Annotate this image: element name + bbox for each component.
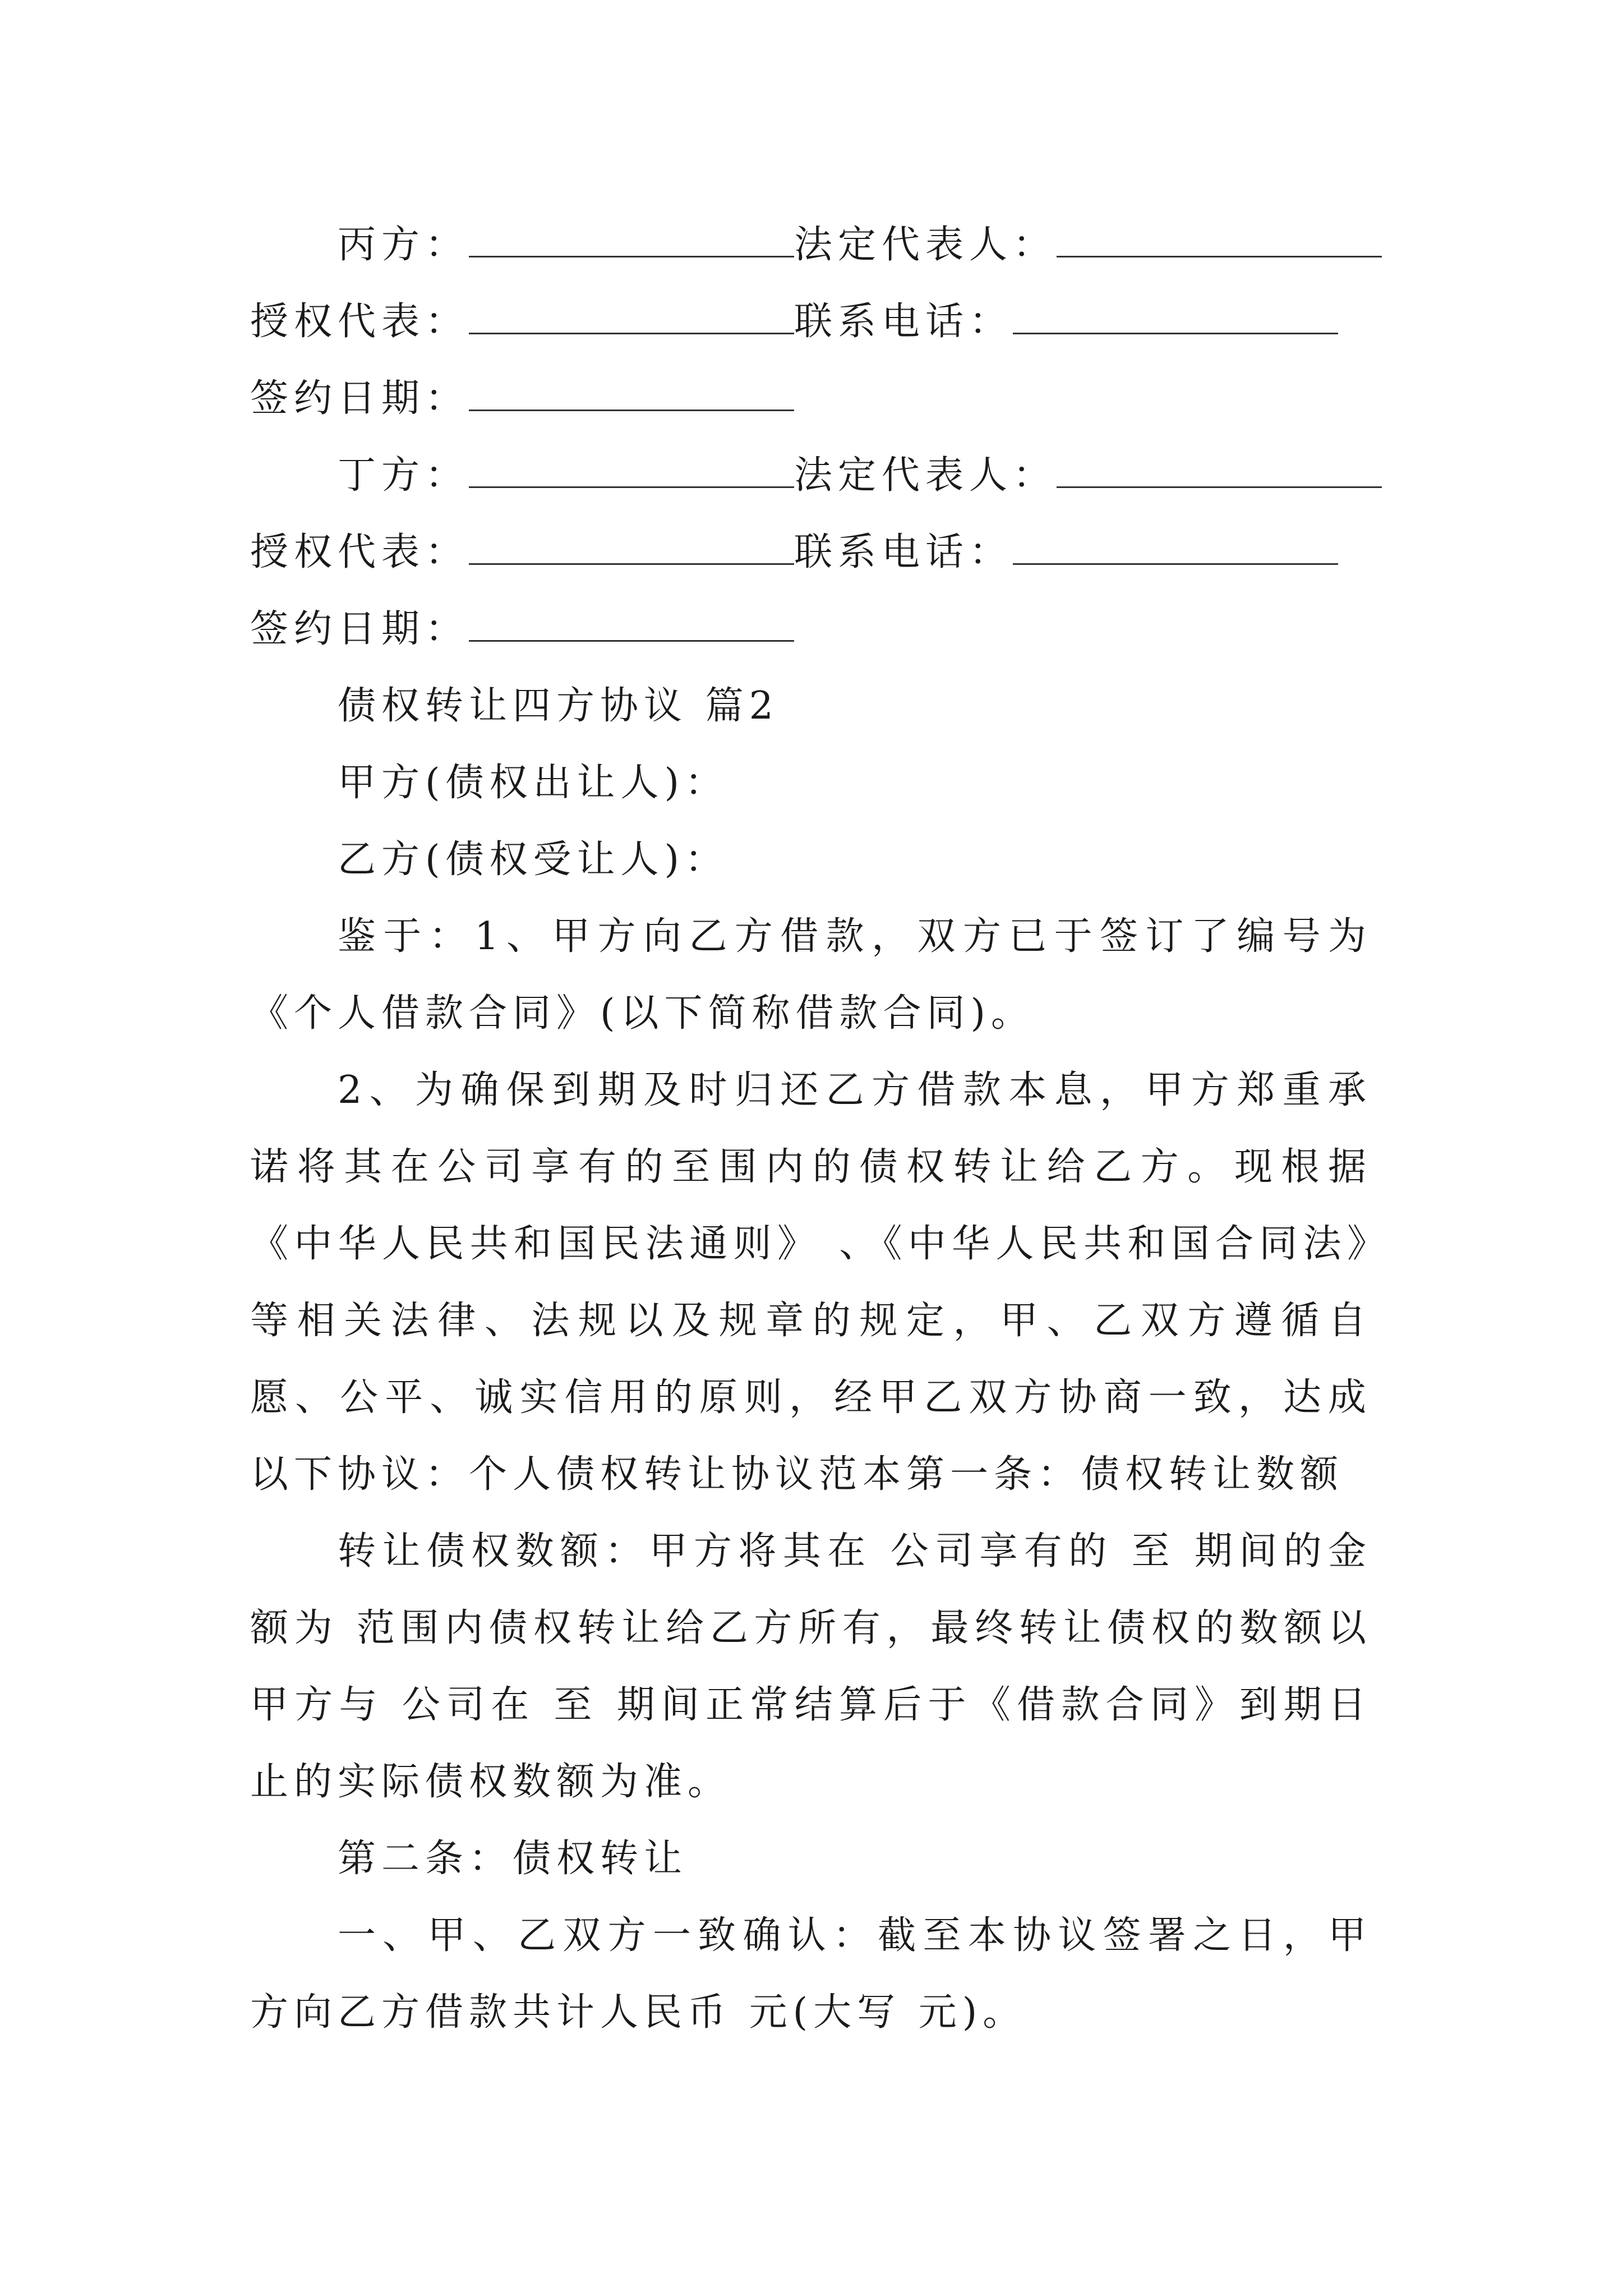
date-blank xyxy=(469,606,794,642)
legal-rep-blank xyxy=(1057,453,1382,488)
phone-blank xyxy=(1013,299,1338,334)
party-label: 丙方： xyxy=(338,223,469,267)
section-title: 债权转让四方协议 篇2 xyxy=(338,684,779,728)
date-label: 签约日期： xyxy=(250,607,469,651)
legal-rep-label: 法定代表人： xyxy=(794,453,1057,498)
phone-label: 联系电话： xyxy=(794,530,1013,574)
signature-row-date xyxy=(250,360,1372,437)
date-blank xyxy=(469,376,794,411)
party-label: 丁方： xyxy=(338,453,469,498)
phone-label: 联系电话： xyxy=(794,300,1013,344)
confirmation-paragraph: 一、甲、乙双方一致确认：截至本协议签署之日，甲方向乙方借款共计人民币 元(大写 元)。 xyxy=(250,1913,1372,2035)
signature-row-date xyxy=(250,591,1372,668)
article-2-heading: 第二条：债权转让 xyxy=(338,1837,688,1881)
signature-row-auth xyxy=(250,283,1372,360)
auth-rep-label: 授权代表： xyxy=(250,300,469,344)
party-blank xyxy=(469,453,794,488)
party-a-line: 甲方(债权出让人)： xyxy=(338,761,729,805)
legal-rep-blank xyxy=(1057,222,1382,257)
recital-paragraph-2: 2、为确保到期及时归还乙方借款本息，甲方郑重承诺将其在公司享有的至围内的债权转让给乙方。现根据《中华人民共和国民法通则》 、《中华人民共和国合同法》等相关法律、法规以及规章的规定，甲、乙双方遵循自愿、公平、诚实信用的原则，经甲乙双方协商一致，达成以下协议：个人债权转让协议范本第一条：债权转让数额 xyxy=(250,1068,1372,1497)
date-label: 签约日期： xyxy=(250,376,469,421)
signature-row-party xyxy=(338,437,1459,514)
transfer-amount-paragraph: 转让债权数额：甲方将其在 公司享有的 至 期间的金额为 范围内债权转让给乙方所有，最终转让债权的数额以甲方与 公司在 至 期间正常结算后于《借款合同》到期日止的实际债权数额为准。 xyxy=(250,1529,1372,1804)
signature-row-auth xyxy=(250,514,1372,591)
auth-rep-blank xyxy=(469,530,794,565)
auth-rep-blank xyxy=(469,299,794,334)
phone-blank xyxy=(1013,530,1338,565)
recital-paragraph-1: 鉴于：1、甲方向乙方借款，双方已于签订了编号为《个人借款合同》(以下简称借款合同)。 xyxy=(250,914,1372,1036)
party-b-line: 乙方(债权受让人)： xyxy=(338,838,729,882)
party-blank xyxy=(469,222,794,257)
auth-rep-label: 授权代表： xyxy=(250,530,469,574)
signature-row-party xyxy=(338,206,1459,283)
legal-rep-label: 法定代表人： xyxy=(794,223,1057,267)
